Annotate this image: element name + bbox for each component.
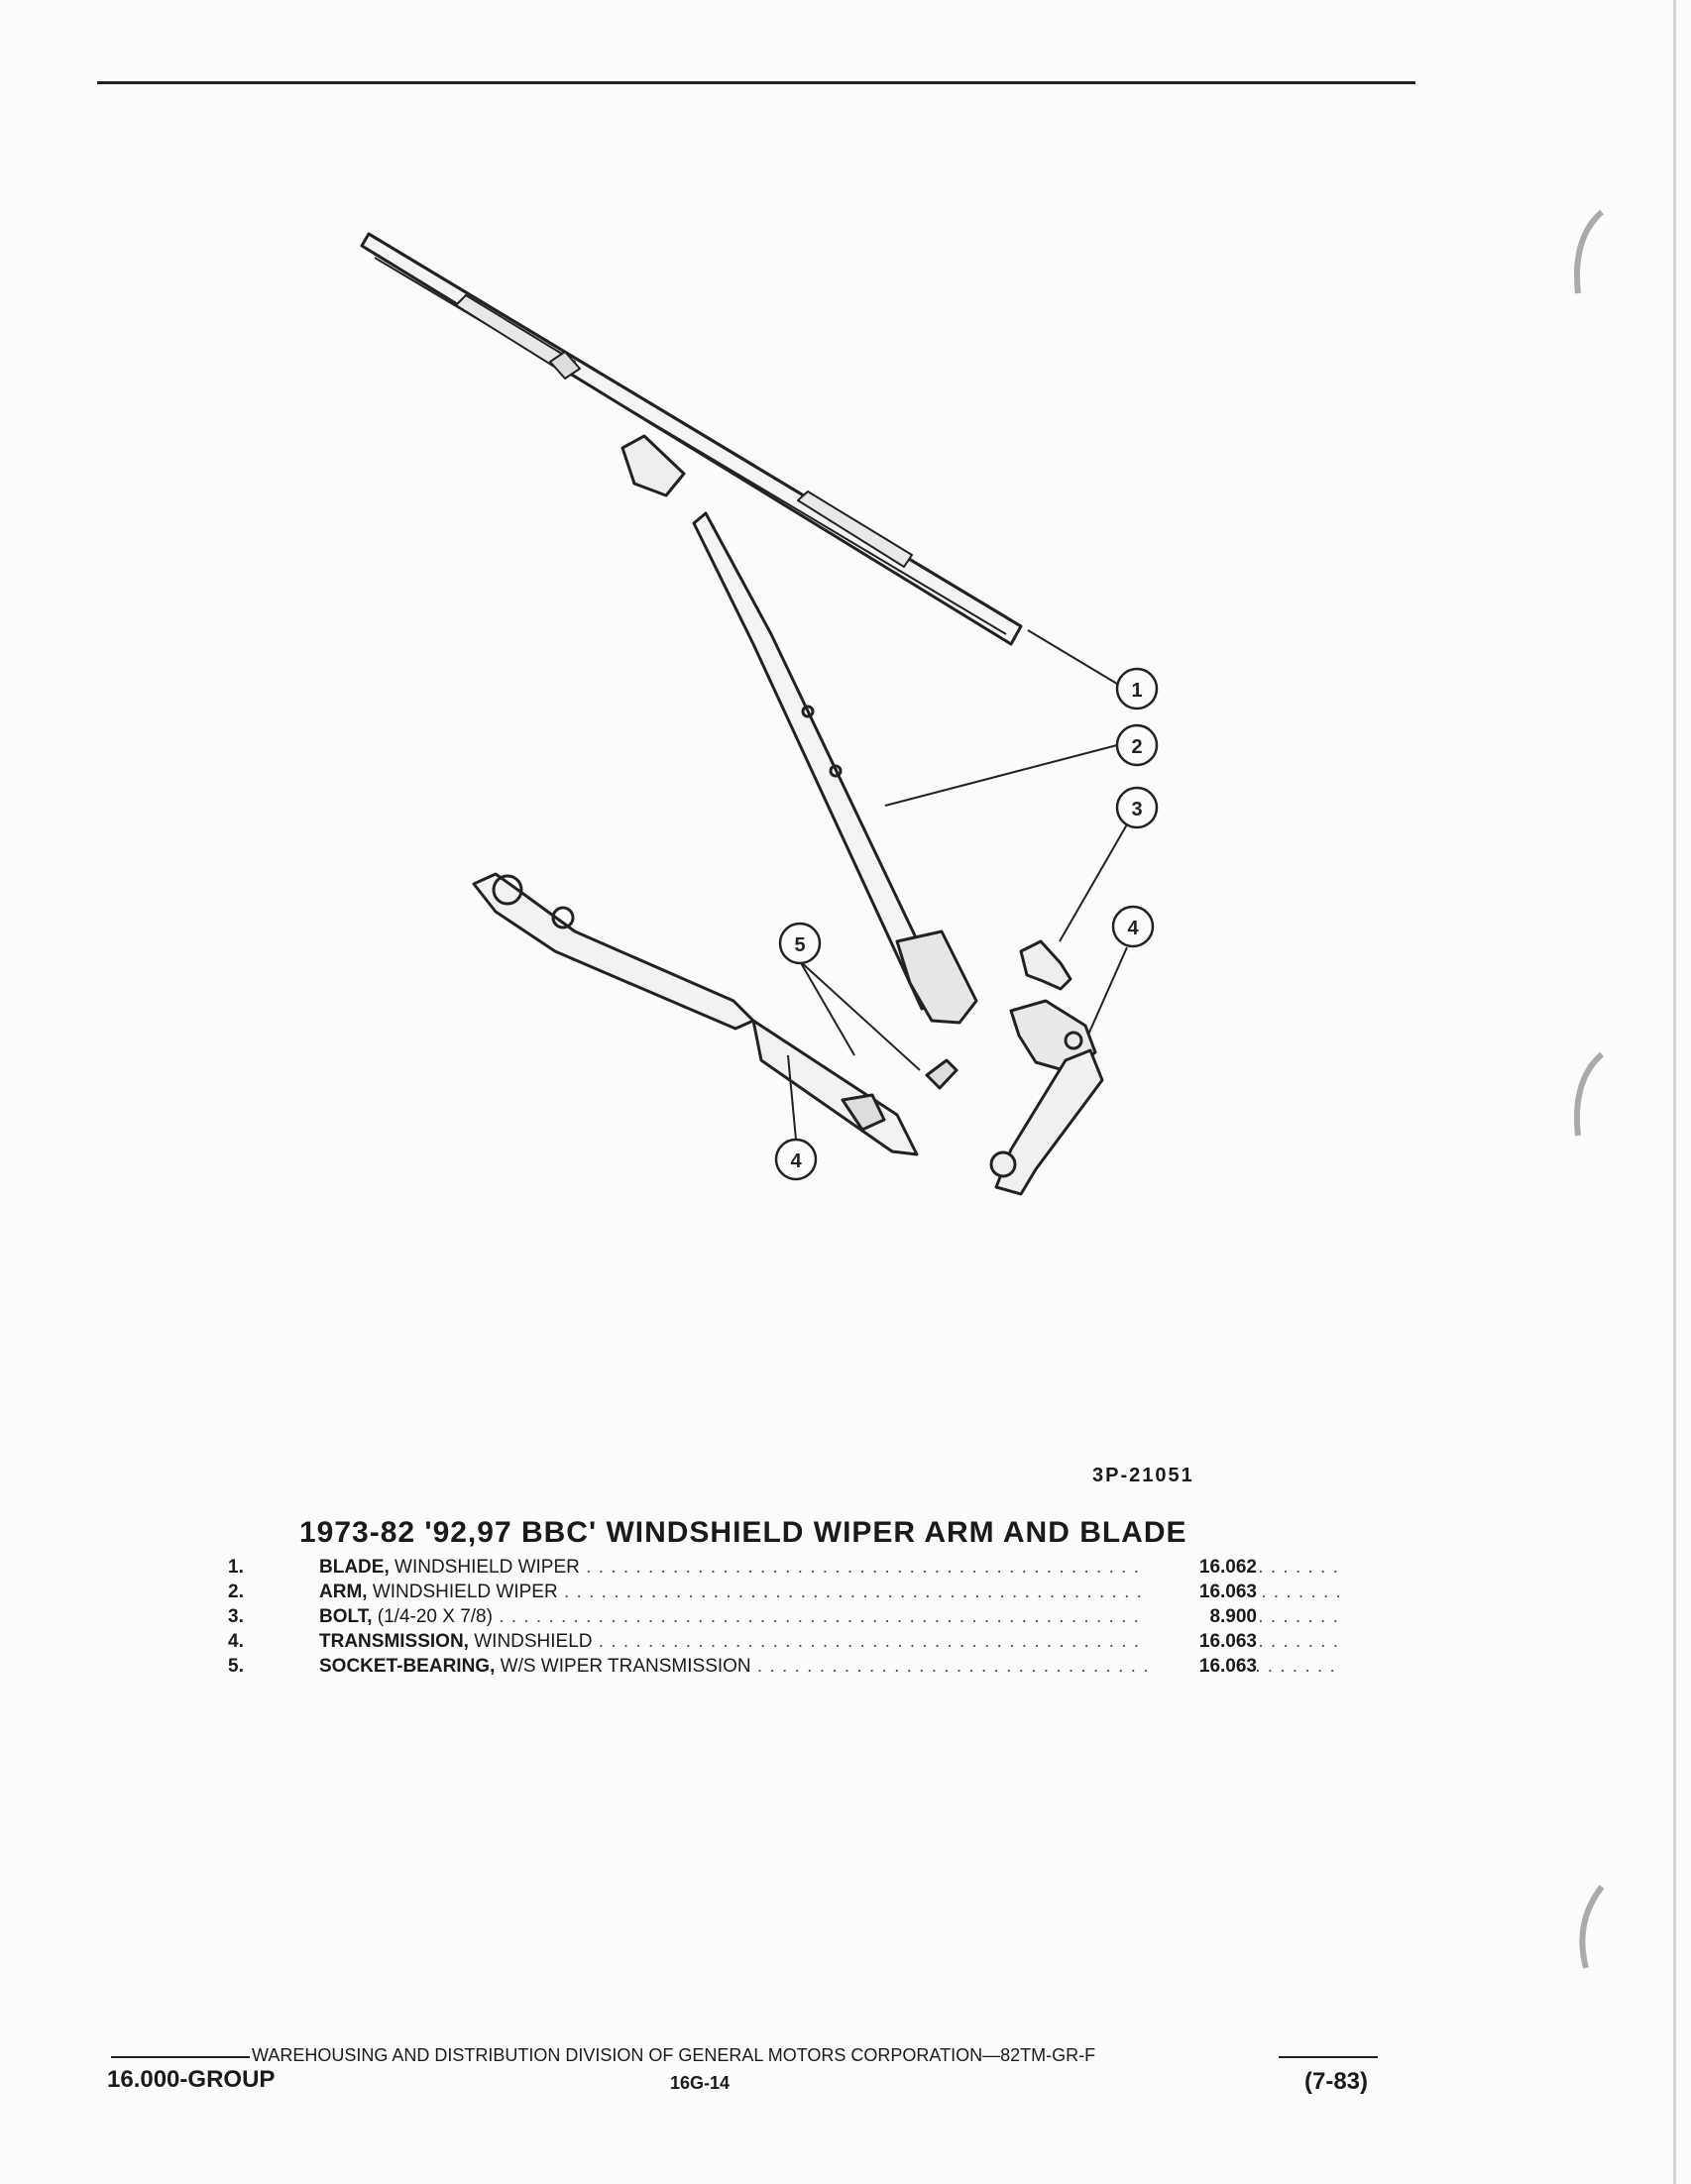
- part-number: 1.: [228, 1557, 244, 1578]
- svg-text:5: 5: [794, 934, 806, 956]
- part-name: BOLT,: [319, 1606, 373, 1627]
- part-code: 16.062: [1148, 1557, 1257, 1579]
- part-code: 16.063: [1148, 1582, 1257, 1603]
- callout-4-pivot: [1113, 907, 1153, 946]
- footer-group: 16.000-GROUP: [107, 2066, 276, 2093]
- svg-text:3: 3: [1131, 799, 1143, 820]
- binder-hole-bottom: [1564, 1883, 1604, 1972]
- footer-rule-left: [111, 2056, 250, 2058]
- callout-5: [780, 924, 820, 963]
- part-number: 5.: [228, 1656, 244, 1677]
- part-name: ARM,: [319, 1582, 368, 1602]
- part-name: SOCKET-BEARING,: [319, 1656, 496, 1677]
- list-item: [228, 1582, 1257, 1606]
- part-detail: WINDSHIELD WIPER: [372, 1582, 558, 1602]
- part-detail: WINDSHIELD: [474, 1631, 593, 1652]
- footer-date: (7-83): [1304, 2068, 1369, 2095]
- list-item: [228, 1656, 1257, 1681]
- svg-text:1: 1: [1131, 680, 1143, 702]
- part-name: TRANSMISSION,: [319, 1631, 469, 1652]
- part-code: 16.063: [1148, 1631, 1257, 1653]
- list-item: [228, 1557, 1257, 1582]
- svg-text:2: 2: [1131, 736, 1143, 758]
- callout-3: [1117, 788, 1157, 827]
- footer-division: WAREHOUSING AND DISTRIBUTION DIVISION OF GENERAL MOTORS CORPORATION—82TM-GR-F: [252, 2045, 1096, 2065]
- part-number: 2.: [228, 1582, 244, 1602]
- footer-rule-right: [1279, 2056, 1378, 2058]
- svg-text:4: 4: [1127, 918, 1139, 939]
- figure-id: 3P-21051: [1092, 1465, 1194, 1486]
- transmission-link: [474, 874, 917, 1154]
- callout-1: [1117, 669, 1157, 709]
- part-code: 16.063: [1148, 1656, 1257, 1678]
- page-number: 16G-14: [670, 2073, 731, 2093]
- part-detail: W/S WIPER TRANSMISSION: [500, 1656, 751, 1677]
- part-number: 4.: [228, 1631, 244, 1652]
- svg-text:4: 4: [790, 1150, 802, 1172]
- callout-4-link: [776, 1140, 816, 1179]
- parts-list: [228, 1557, 1257, 1681]
- part-detail: (1/4-20 X 7/8): [377, 1606, 493, 1627]
- list-item: [228, 1606, 1257, 1631]
- figure-title: 1973-82 '92,97 BBC' WINDSHIELD WIPER ARM AND BLADE: [299, 1516, 1187, 1549]
- part-code: 8.900: [1148, 1606, 1257, 1628]
- bolt: [1021, 941, 1071, 989]
- list-item: [228, 1631, 1257, 1656]
- wiper-blade: [362, 234, 1021, 644]
- part-name: BLADE,: [319, 1557, 390, 1578]
- transmission-pivot: [927, 1001, 1102, 1194]
- part-number: 3.: [228, 1606, 244, 1627]
- part-detail: WINDSHIELD WIPER: [395, 1557, 580, 1578]
- callout-2: [1117, 725, 1157, 765]
